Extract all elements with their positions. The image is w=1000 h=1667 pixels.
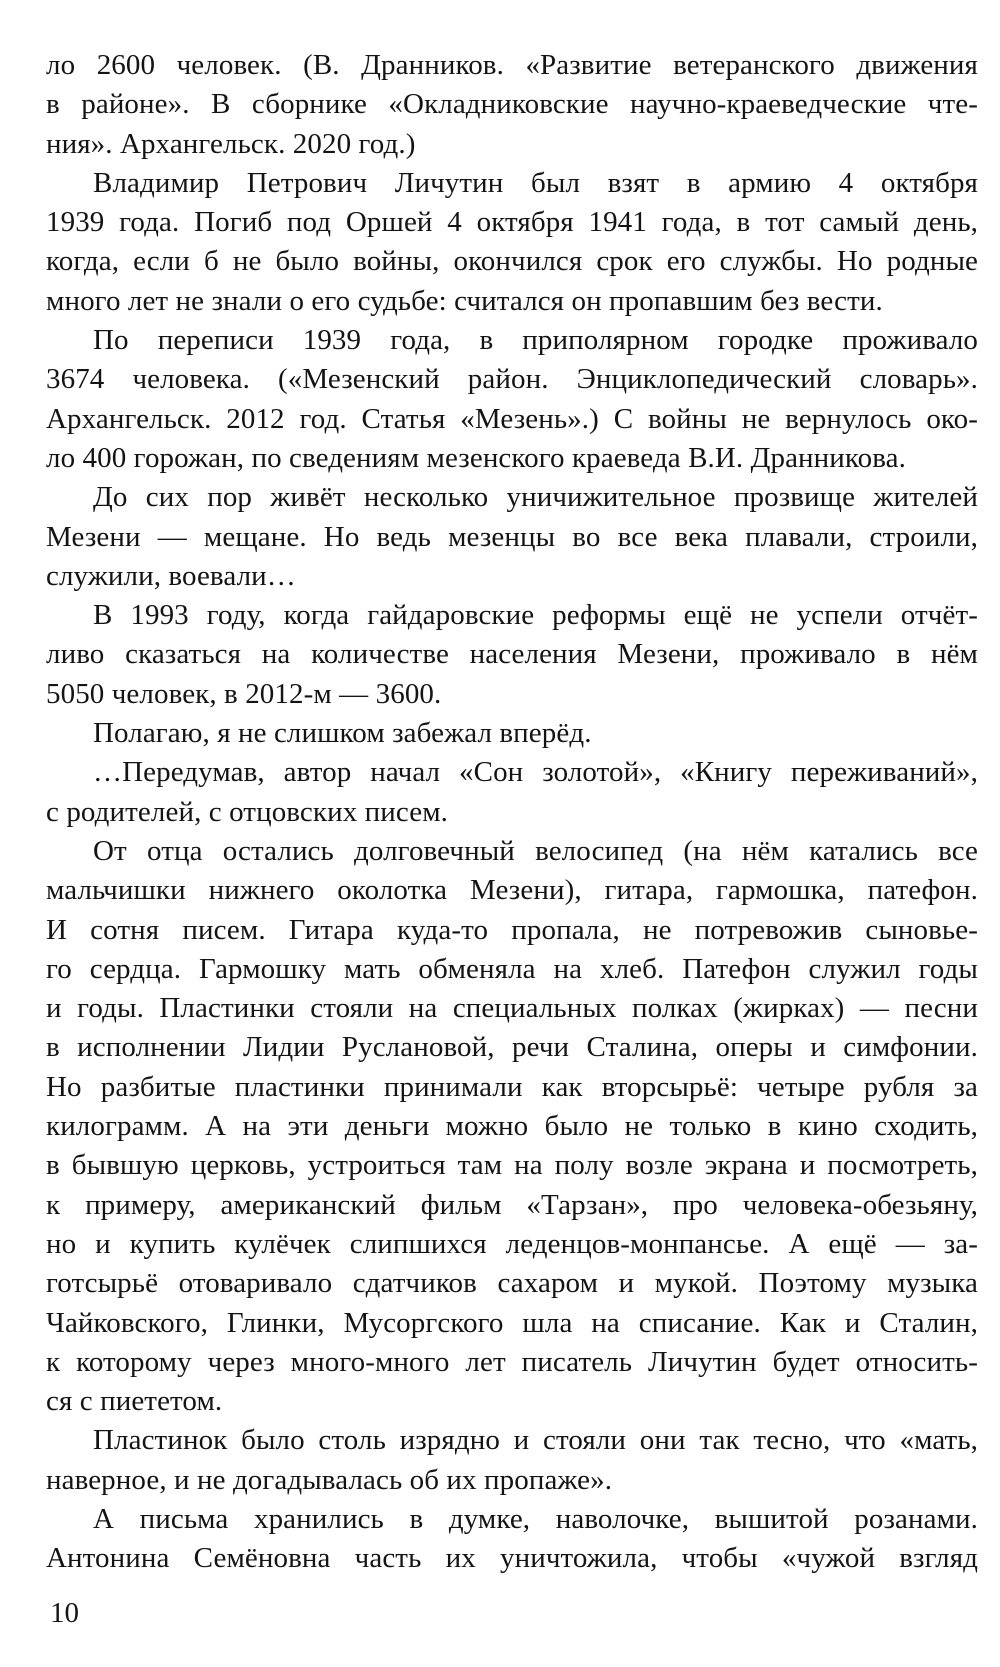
text-line: 1939 года. Погиб под Оршей 4 октября 1941 года, в тот самый день, <box>46 206 978 239</box>
text-line: и годы. Пластинки стояли на специальных полках (жирках) — песни <box>46 992 978 1025</box>
text-line: ло 2600 человек. (В. Дранников. «Развитие ветеранского движения <box>46 49 978 81</box>
text-line: килограмм. А на эти деньги можно было не только в кино сходить, <box>46 1110 978 1143</box>
text-line: Мезени — мещане. Но ведь мезенцы во все века плавали, строили, <box>46 520 978 553</box>
text-line: Владимир Петрович Личутин был взят в армию 4 октября <box>93 166 978 199</box>
text-line: ло 400 горожан, по сведениям мезенского краеведа В.И. Дранникова. <box>46 441 906 474</box>
text-line: Полагаю, я не слишком забежал вперёд. <box>93 717 592 750</box>
text-line: служили, воевали… <box>46 559 296 592</box>
text-line: в районе». В сборнике «Окладниковские научно-краеведческие чте- <box>46 88 978 121</box>
text-line: к примеру, американский фильм «Тарзан», про человека-обезьяну, <box>46 1188 978 1221</box>
text-line: 5050 человек, в 2012-м — 3600. <box>46 677 442 710</box>
text-line: го сердца. Гармошку мать обменяла на хлеб. Патефон служил годы <box>46 952 978 985</box>
text-line: Но разбитые пластинки принимали как вторсырьё: четыре рубля за <box>46 1070 978 1103</box>
text-line: До сих пор живёт несколько уничижительное прозвище жителей <box>93 481 978 514</box>
text-line: готсырьё отоваривало сдатчиков сахаром и мукой. Поэтому музыка <box>46 1267 978 1300</box>
text-line: По переписи 1939 года, в приполярном городке проживало <box>93 324 978 357</box>
text-line: От отца остались долговечный велосипед (на нём катались все <box>93 834 978 867</box>
text-line: в исполнении Лидии Руслановой, речи Сталина, оперы и симфонии. <box>46 1031 978 1064</box>
text-line: Пластинок было столь изрядно и стояли они так тесно, что «мать, <box>93 1424 978 1457</box>
text-line: ливо сказаться на количестве населения Мезени, проживало в нём <box>46 638 978 671</box>
text-line: когда, если б не было войны, окончился срок его службы. Но родные <box>46 245 978 278</box>
text-line: в бывшую церковь, устроиться там на полу возле экрана и посмотреть, <box>46 1149 978 1182</box>
text-line: к которому через много-много лет писатель Личутин будет относить- <box>46 1345 978 1378</box>
page-number: 10 <box>50 1597 79 1629</box>
text-line: Антонина Семёновна часть их уничтожила, чтобы «чужой взгляд <box>46 1542 978 1575</box>
text-line: Архангельск. 2012 год. Статья «Мезень».) С войны не вернулось око- <box>46 402 978 435</box>
text-line: А письма хранились в думке, наволочке, вышитой розанами. <box>93 1502 978 1535</box>
text-line: Чайковского, Глинки, Мусоргского шла на списание. Как и Сталин, <box>46 1306 978 1339</box>
text-line: мальчишки нижнего околотка Мезени), гитара, гармошка, патефон. <box>46 874 978 907</box>
text-line: В 1993 году, когда гайдаровские реформы ещё не успели отчёт- <box>93 599 978 632</box>
text-line: ся с пиететом. <box>46 1385 223 1418</box>
text-line: с родителей, с отцовских писем. <box>46 795 448 828</box>
page-text <box>46 46 978 1579</box>
text-line: 3674 человека. («Мезенский район. Энциклопедический словарь». <box>46 363 978 396</box>
text-line: много лет не знали о его судьбе: считался он пропавшим без вести. <box>46 284 883 317</box>
text-line: но и купить кулёчек слипшихся леденцов-монпансье. А ещё — за- <box>46 1227 978 1260</box>
text-line: наверное, и не догадывалась об их пропаже». <box>46 1463 613 1496</box>
text-line: ния». Архангельск. 2020 год.) <box>46 127 416 160</box>
text-line: И сотня писем. Гитара куда-то пропала, не потревожив сыновье- <box>46 913 978 946</box>
text-line: …Передумав, автор начал «Сон золотой», «Книгу переживаний», <box>93 756 978 789</box>
